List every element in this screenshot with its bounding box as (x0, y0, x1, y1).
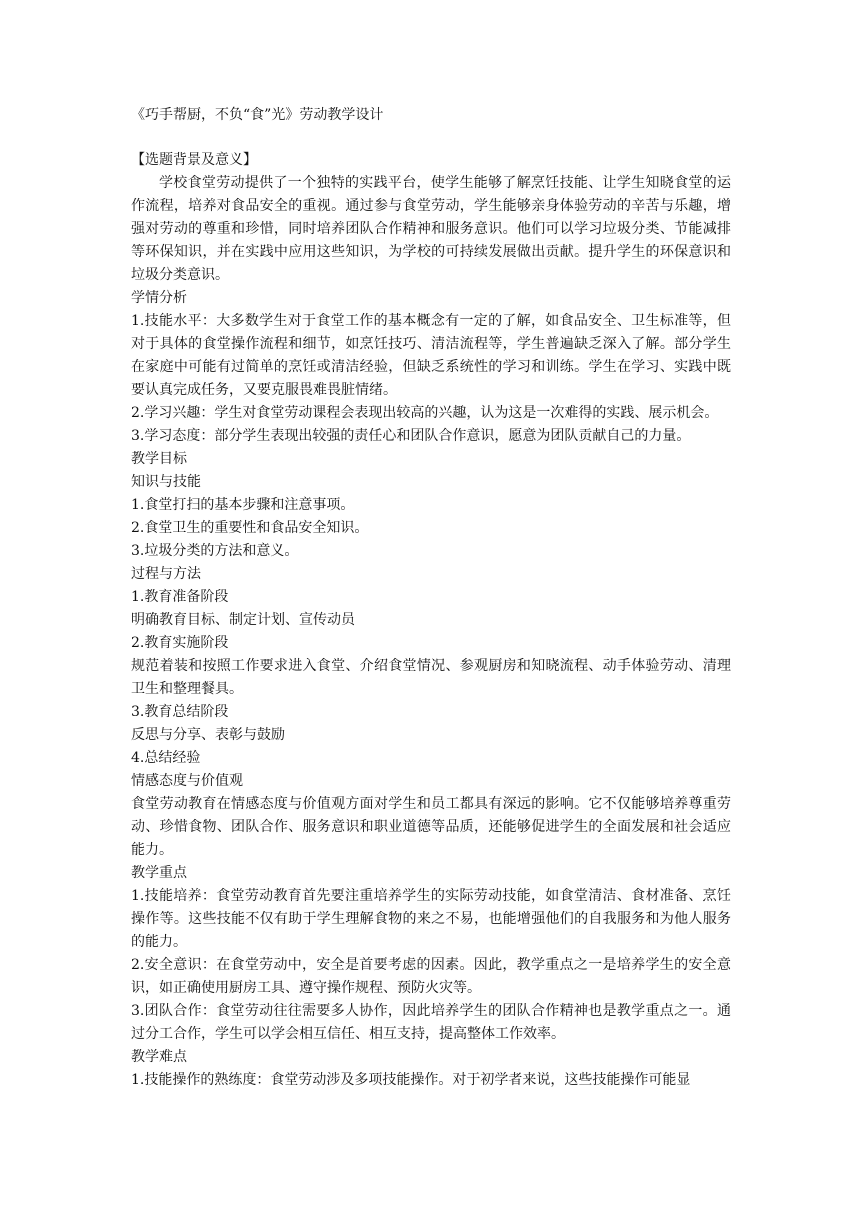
knowledge-item-2: 2.食堂卫生的重要性和食品安全知识。 (131, 520, 369, 536)
knowledge-item-1: 1.食堂打扫的基本步骤和注意事项。 (131, 497, 355, 513)
section-heading-difficulties: 教学难点 (131, 1049, 187, 1065)
process-step-3-detail: 反思与分享、表彰与鼓励 (131, 727, 285, 743)
section-heading-teaching-goals: 教学目标 (131, 451, 187, 467)
subheading-process-methods: 过程与方法 (131, 566, 201, 582)
section-heading-key-points: 教学重点 (131, 865, 187, 881)
section-heading-background: 【选题背景及意义】 (131, 152, 257, 168)
process-step-3: 3.教育总结阶段 (131, 704, 229, 720)
values-paragraph: 食堂劳动教育在情感态度与价值观方面对学生和员工都具有深远的影响。它不仅能够培养尊重劳动、珍惜食物、团队合作、服务意识和职业道德等品质，还能够促进学生的全面发展和社会适应能力。 (131, 796, 731, 858)
process-step-4: 4.总结经验 (131, 750, 201, 766)
knowledge-item-3: 3.垃圾分类的方法和意义。 (131, 543, 299, 559)
section-heading-student-analysis: 学情分析 (131, 290, 187, 306)
process-step-1: 1.教育准备阶段 (131, 589, 229, 605)
background-paragraph: 学校食堂劳动提供了一个独特的实践平台，使学生能够了解烹饪技能、让学生知晓食堂的运作流程，培养对食品安全的重视。通过参与食堂劳动，学生能够亲身体验劳动的辛苦与乐趣，增强对劳动的尊重和珍惜，同时培养团队合作精神和服务意识。他们可以学习垃圾分类、节能减排等环保知识，并在实践中应用这些知识，为学校的可持续发展做出贡献。提升学生的环保意识和垃圾分类意识。 (131, 175, 731, 283)
process-step-2: 2.教育实施阶段 (131, 635, 229, 651)
process-step-1-detail: 明确教育目标、制定计划、宣传动员 (131, 612, 355, 628)
learning-interest-paragraph: 2.学习兴趣：学生对食堂劳动课程会表现出较高的兴趣，认为这是一次难得的实践、展示机会。 (131, 405, 719, 421)
key-point-2: 2.安全意识：在食堂劳动中，安全是首要考虑的因素。因此，教学重点之一是培养学生的安全意识，如正确使用厨房工具、遵守操作规程、预防火灾等。 (131, 957, 731, 996)
subheading-values: 情感态度与价值观 (131, 773, 243, 789)
subheading-knowledge-skills: 知识与技能 (131, 474, 201, 490)
learning-attitude-paragraph: 3.学习态度：部分学生表现出较强的责任心和团队合作意识，愿意为团队贡献自己的力量。 (131, 428, 691, 444)
difficulty-1: 1.技能操作的熟练度：食堂劳动涉及多项技能操作。对于初学者来说，这些技能操作可能显 (131, 1072, 691, 1088)
document-content (131, 104, 731, 1092)
document-title: 《巧手帮厨，不负“食”光》劳动教学设计 (131, 107, 384, 123)
skill-level-paragraph: 1.技能水平：大多数学生对于食堂工作的基本概念有一定的了解，如食品安全、卫生标准等，但对于具体的食堂操作流程和细节，如烹饪技巧、清洁流程等，学生普遍缺乏深入了解。部分学生在家庭中可能有过简单的烹饪或清洁经验，但缺乏系统性的学习和训练。学生在学习、实践中既要认真完成任务，又要克服畏难畏脏情绪。 (131, 313, 731, 398)
key-point-3: 3.团队合作：食堂劳动往往需要多人协作，因此培养学生的团队合作精神也是教学重点之一。通过分工合作，学生可以学会相互信任、相互支持，提高整体工作效率。 (131, 1003, 731, 1042)
key-point-1: 1.技能培养：食堂劳动教育首先要注重培养学生的实际劳动技能，如食堂清洁、食材准备、烹饪操作等。这些技能不仅有助于学生理解食物的来之不易，也能增强他们的自我服务和为他人服务的能力。 (131, 888, 731, 950)
process-step-2-detail: 规范着装和按照工作要求进入食堂、介绍食堂情况、参观厨房和知晓流程、动手体验劳动、清理卫生和整理餐具。 (131, 658, 731, 697)
